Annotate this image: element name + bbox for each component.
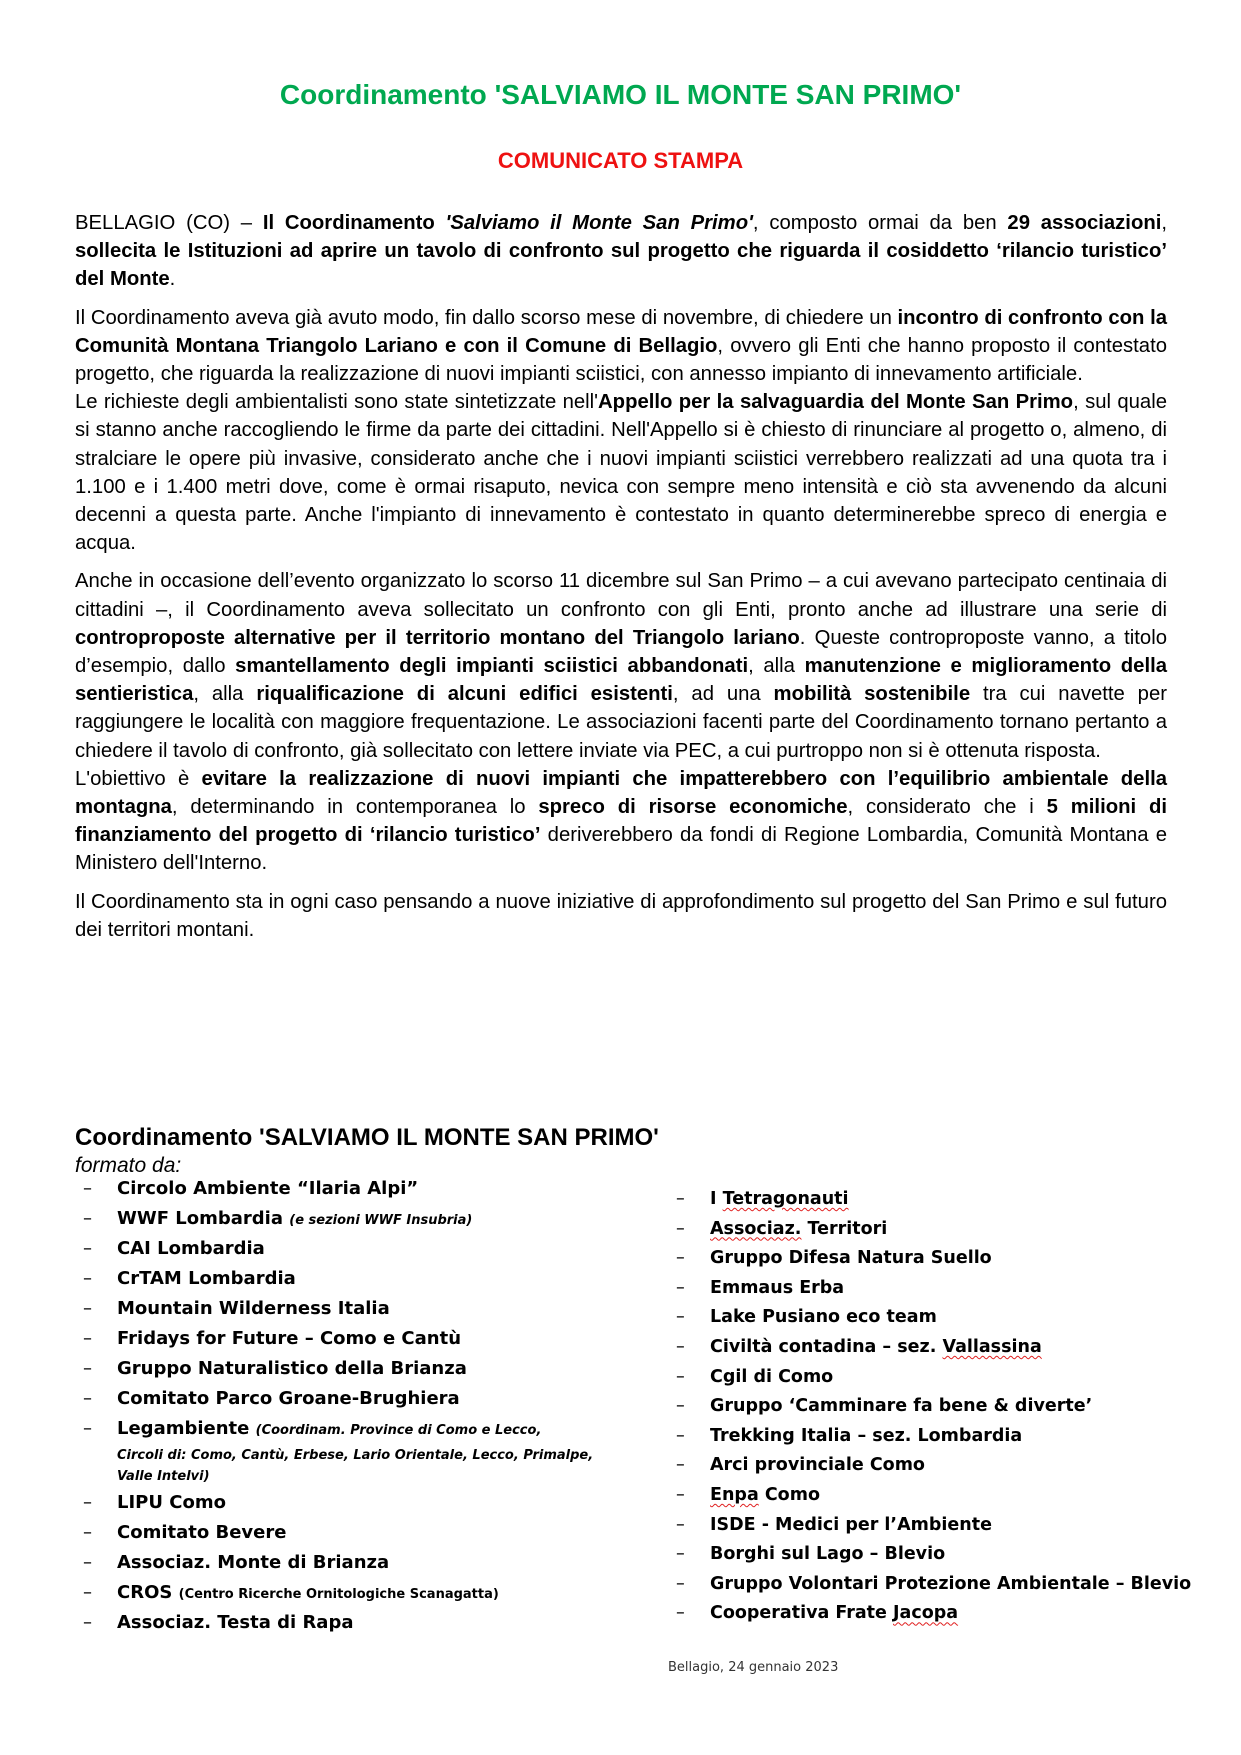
spellcheck-flagged-word: Jacopa (893, 1603, 959, 1624)
association-count: 29 associazioni (1007, 212, 1162, 234)
list-item (75, 1548, 593, 1578)
paragraph-objective (75, 765, 1167, 878)
list-item (668, 1570, 1191, 1600)
list-item (75, 1324, 593, 1354)
org-name: Lake Pusiano eco team (710, 1307, 937, 1328)
org-name: Arci provinciale Como (710, 1455, 925, 1476)
org-note: Valle Intelvi) (117, 1469, 210, 1484)
spellcheck-flagged-word: Vallassina (942, 1336, 1042, 1357)
members-heading: Coordinamento 'SALVIAMO IL MONTE SAN PRIMO' (75, 1124, 659, 1151)
list-item (668, 1185, 1191, 1215)
bold-text: spreco di risorse economiche (538, 796, 848, 819)
org-name: Cgil di Como (710, 1366, 834, 1387)
text: Le richieste degli ambientalisti sono state sintetizzate nell' (75, 391, 599, 414)
list-item (668, 1244, 1191, 1274)
bold-text: manutenzione e miglioramento della sentieristica (75, 655, 1167, 706)
paragraph-counterproposals (75, 567, 1167, 764)
dash-bullet-icon: – (83, 1328, 92, 1349)
dash-bullet-icon: – (676, 1189, 685, 1209)
org-name: Gruppo Naturalistico della Brianza (117, 1358, 467, 1379)
org-name: Fridays for Future – Como e Cantù (117, 1328, 462, 1349)
org-name: Circolo Ambiente “Ilaria Alpi” (117, 1178, 419, 1199)
dash-bullet-icon: – (676, 1573, 685, 1594)
text: , ad una (672, 683, 774, 706)
members-list-left (75, 1174, 593, 1638)
dash-bullet-icon: – (83, 1612, 92, 1633)
spellcheck-flagged-word: Tetragonauti (722, 1189, 849, 1209)
list-item (668, 1540, 1191, 1570)
org-note: Circoli di: Como, Cantù, Erbese, Lario Orientale, Lecco, Primalpe, (117, 1448, 594, 1463)
list-item (75, 1608, 593, 1638)
list-item (668, 1392, 1191, 1422)
list-item (75, 1488, 593, 1518)
bold-text: Il Coordinamento (262, 212, 446, 234)
dash-bullet-icon: – (83, 1208, 92, 1229)
dash-bullet-icon: – (676, 1336, 685, 1357)
org-note: (Coordinam. Province di Como e Lecco, (255, 1423, 542, 1438)
dash-bullet-icon: – (83, 1418, 92, 1439)
org-note: (Centro Ricerche Ornitologiche Scanagatta) (178, 1587, 499, 1602)
bold-text: incontro di confronto con la Comunità Montana Triangolo Lariano e con il Comune di Bellagio (75, 306, 1167, 357)
bold-text: smantellamento degli impianti sciistici abbandonati (235, 655, 749, 678)
text: , (1161, 212, 1167, 234)
bold-text: sollecita le Istituzioni ad aprire un tavolo di confronto sul progetto che riguarda il cosiddetto ‘rilancio turistico’ del Monte (75, 240, 1167, 291)
org-name: Gruppo Difesa Natura Suello (710, 1248, 992, 1269)
list-item (75, 1174, 593, 1204)
dateline: BELLAGIO (CO) – (75, 212, 263, 234)
document-subtitle: COMUNICATO STAMPA (497, 148, 744, 173)
org-name: Gruppo ‘Camminare fa bene & diverte’ (710, 1396, 1093, 1417)
org-name: Gruppo Volontari Protezione Ambientale – Blevio (710, 1573, 1192, 1594)
org-name: Trekking Italia – sez. Lombardia (710, 1425, 1023, 1446)
list-item (668, 1511, 1191, 1541)
list-item (668, 1274, 1191, 1304)
list-item (668, 1363, 1191, 1393)
appeal-title: Appello per la salvaguardia del Monte San Primo (598, 391, 1074, 414)
dash-bullet-icon: – (83, 1298, 92, 1319)
bold-text: riqualificazione di alcuni edifici esistenti (256, 683, 673, 706)
org-name: Associaz. Monte di Brianza (117, 1552, 390, 1573)
text: deriverebbero da fondi di Regione Lombardia, Comunità Montana e Ministero dell'Interno. (75, 824, 1167, 875)
dash-bullet-icon: – (83, 1582, 92, 1603)
bold-text: 5 milioni di finanziamento del progetto di ‘rilancio turistico’ (75, 796, 1167, 847)
list-item (75, 1414, 593, 1488)
bold-text: controproposte alternative per il territorio montano del Triangolo lariano (75, 626, 800, 649)
text: Il Coordinamento sta in ogni caso pensando a nuove iniziative di approfondimento sul progetto del San Primo e sul futuro dei territori montani. (75, 890, 1167, 941)
org-name: CAI Lombardia (117, 1238, 265, 1259)
spellcheck-flagged-word: Associaz. (710, 1218, 802, 1239)
dash-bullet-icon: – (83, 1238, 92, 1259)
document-title: Coordinamento 'SALVIAMO IL MONTE SAN PRIMO' (279, 79, 962, 110)
dash-bullet-icon: – (83, 1388, 92, 1409)
text: , determinando in contemporanea lo (171, 796, 539, 819)
dash-bullet-icon: – (676, 1603, 685, 1624)
text: , alla (193, 683, 257, 706)
list-item (75, 1578, 593, 1608)
org-name: Cooperativa Frate (710, 1603, 893, 1624)
org-name: CrTAM Lombardia (117, 1268, 296, 1289)
dash-bullet-icon: – (83, 1358, 92, 1379)
list-item (75, 1294, 593, 1324)
paragraph-meeting-request (75, 304, 1167, 389)
list-item (668, 1333, 1191, 1363)
list-item (75, 1234, 593, 1264)
text: . (169, 268, 176, 291)
dash-bullet-icon: – (676, 1396, 685, 1417)
dash-bullet-icon: – (83, 1552, 92, 1573)
dash-bullet-icon: – (676, 1218, 685, 1239)
dash-bullet-icon: – (676, 1484, 685, 1505)
org-name: Como (758, 1484, 820, 1505)
paragraph-intro (75, 209, 1167, 294)
list-item (668, 1215, 1191, 1245)
org-name: Civiltà contadina – sez. (710, 1336, 943, 1357)
org-name: Associaz. Testa di Rapa (117, 1612, 354, 1633)
bold-text: mobilità sostenibile (773, 683, 971, 706)
org-name: Emmaus Erba (710, 1277, 845, 1298)
org-note: (e sezioni WWF Insubria) (289, 1213, 473, 1228)
text: L'obiettivo è (75, 767, 202, 790)
dash-bullet-icon: – (676, 1425, 685, 1446)
list-item (668, 1422, 1191, 1452)
list-item (75, 1204, 593, 1234)
members-subheading: formato da: (75, 1154, 182, 1177)
text: Anche in occasione dell’evento organizzato lo scorso 11 dicembre sul San Primo – a cui avevano partecipato centinaia di cittadini –, il Coordinamento aveva sollecitato un confronto con gli Enti, pronto anche ad illustrare una serie di (75, 570, 1167, 621)
members-list-right (668, 1185, 1191, 1629)
text: , ovvero gli Enti che hanno proposto il contestato progetto, che riguarda la realizzazione di nuovi impianti sciistici, con annesso impianto di innevamento artificiale. (75, 334, 1167, 386)
spellcheck-flagged-word: Enpa (710, 1484, 759, 1505)
paragraph-closing (75, 888, 1167, 944)
body-section-1 (75, 209, 1167, 944)
dash-bullet-icon: – (676, 1248, 685, 1269)
org-name: Comitato Bevere (117, 1522, 287, 1543)
dash-bullet-icon: – (83, 1492, 92, 1513)
text: . Queste controproposte vanno, a titolo d’esempio, dallo (75, 626, 1167, 678)
org-name: I (710, 1189, 723, 1209)
dash-bullet-icon: – (676, 1277, 685, 1298)
document-date: Bellagio, 24 gennaio 2023 (668, 1660, 839, 1675)
org-name: Mountain Wilderness Italia (117, 1298, 390, 1319)
dash-bullet-icon: – (83, 1178, 92, 1199)
text: , sul quale si stanno anche raccogliendo le firme da parte dei cittadini. Nell'Appello si è chiesto di rinunciare al progetto o, almeno, di stralciare le opere più invasive, considerato anche che i nuovi impianti sciistici verrebbero realizzati ad una quota tra i 1.100 e i 1.400 metri dove, come è ormai risaputo, nevica con sempre meno intensità e ciò sta avvenendo da alcuni decenni a questa parte. Anche l'impianto di innevamento è contestato in quanto determinerebbe spreco di energia e acqua. (75, 391, 1167, 555)
dash-bullet-icon: – (676, 1514, 685, 1535)
list-item (668, 1481, 1191, 1511)
list-item (75, 1384, 593, 1414)
dash-bullet-icon: – (83, 1522, 92, 1543)
dash-bullet-icon: – (676, 1366, 685, 1387)
list-item (668, 1599, 1191, 1629)
list-item (75, 1354, 593, 1384)
dash-bullet-icon: – (676, 1544, 685, 1565)
text: Il Coordinamento aveva già avuto modo, fin dallo scorso mese di novembre, di chiedere un (75, 306, 898, 329)
list-item (668, 1451, 1191, 1481)
org-name: Comitato Parco Groane-Brughiera (117, 1388, 460, 1409)
org-name: Borghi sul Lago – Blevio (710, 1544, 946, 1565)
list-item (668, 1303, 1191, 1333)
org-name: ISDE - Medici per l’Ambiente (710, 1514, 992, 1535)
dash-bullet-icon: – (676, 1455, 685, 1476)
list-item (75, 1518, 593, 1548)
bold-text: evitare la realizzazione di nuovi impianti che impatterebbero con l’equilibrio ambientale della montagna (75, 767, 1167, 819)
org-name: LIPU Como (117, 1492, 226, 1513)
text: , considerato che i (847, 796, 1047, 819)
dash-bullet-icon: – (83, 1268, 92, 1289)
org-name: WWF Lombardia (117, 1208, 283, 1229)
text: , alla (748, 655, 805, 678)
text: tra cui navette per raggiungere le località con maggiore frequentazione. Le associazioni facenti parte del Coordinamento tornano pertanto a chiedere il tavolo di confronto, già sollecitato con lettere inviate via PEC, a cui purtroppo non si è ottenuta risposta. (75, 683, 1167, 762)
org-name: Legambiente (117, 1418, 250, 1439)
list-item (75, 1264, 593, 1294)
org-name: CROS (117, 1582, 173, 1603)
dash-bullet-icon: – (676, 1307, 685, 1328)
coordination-name: 'Salviamo il Monte San Primo' (445, 212, 753, 234)
text: , composto ormai da ben (752, 212, 1008, 234)
org-name: Territori (801, 1218, 888, 1239)
paragraph-appeal (75, 388, 1167, 557)
